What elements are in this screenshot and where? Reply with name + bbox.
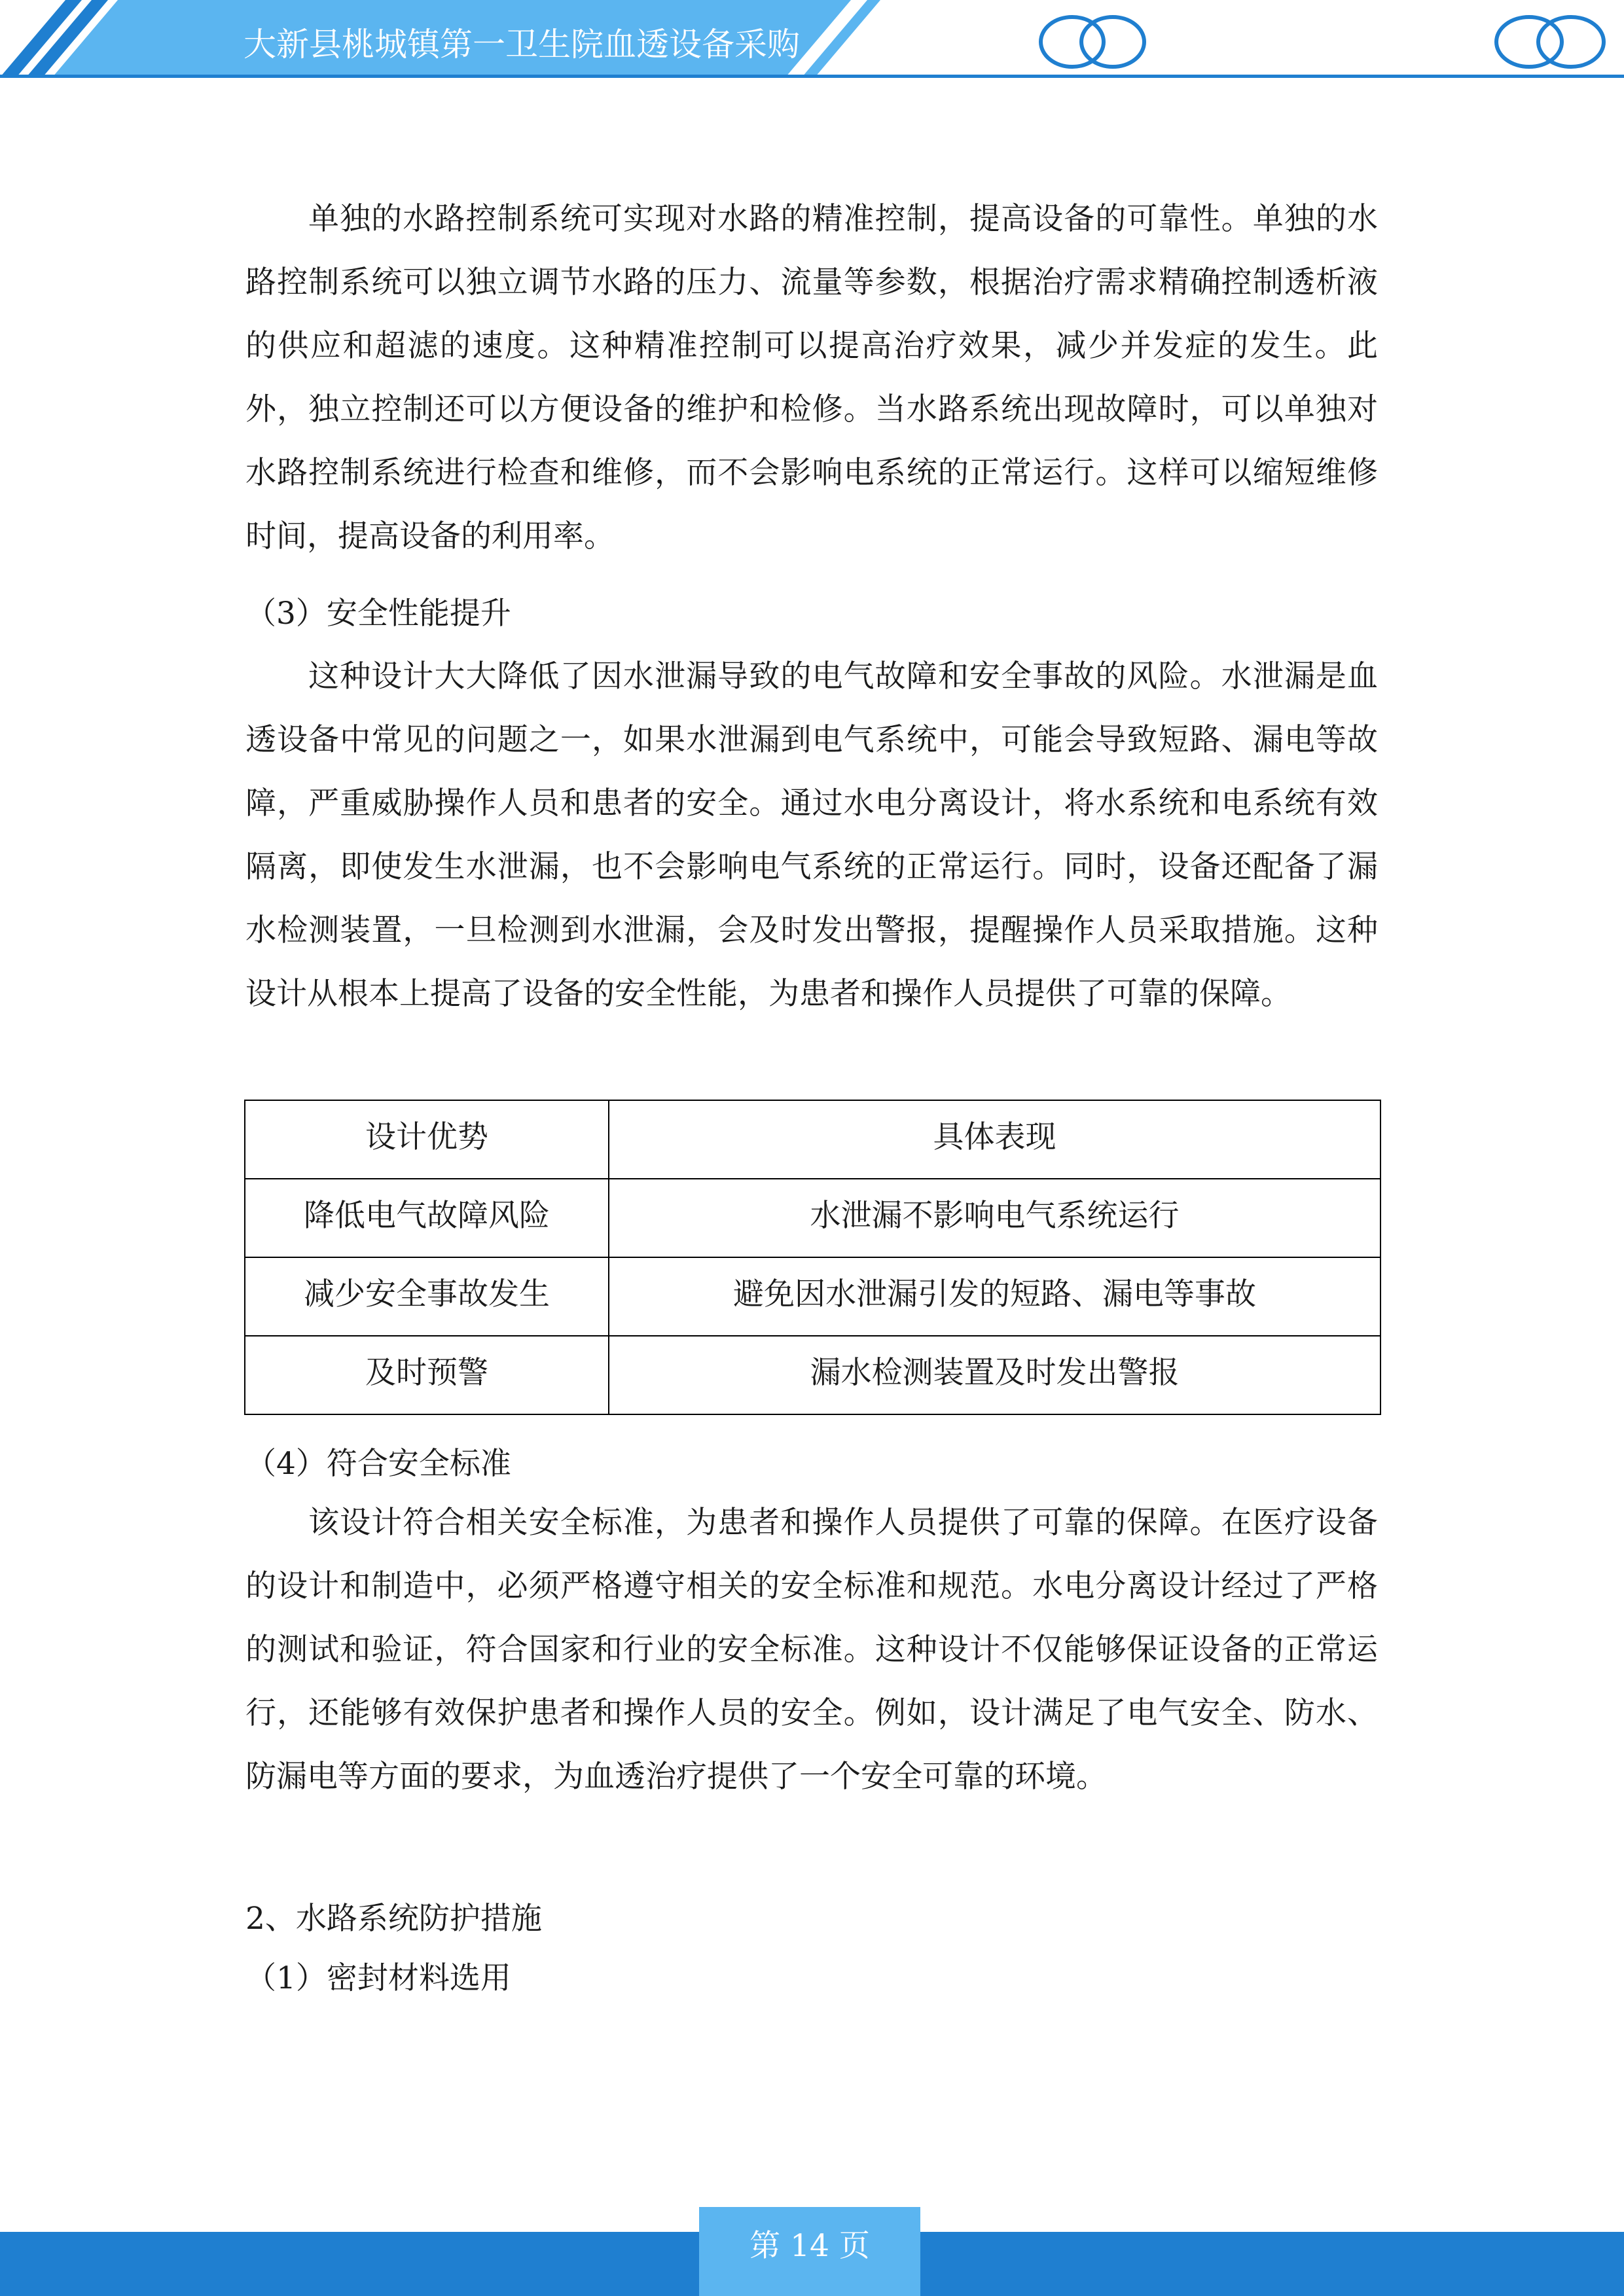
paragraph-water-control: 单独的水路控制系统可实现对水路的精准控制，提高设备的可靠性。单独的水路控制系统可以独立调节水路的压力、流量等参数，根据治疗需求精确控制透析液的供应和超滤的速度。这种精准控制可以提高治疗效果，减少并发症的发生。此外，独立控制还可以方便设备的维护和检修。当水路系统出现故障时，可以单独对水路控制系统进行检查和维修，而不会影响电系统的正常运行。这样可以缩短维修时间，提高设备的利用率。 (245, 201, 1378, 554)
table-header-row (245, 1100, 1380, 1179)
table-cell: 水泄漏不影响电气系统运行 (609, 1179, 1380, 1257)
heading-safety-performance: （3）安全性能提升 (245, 596, 511, 632)
table-cell: 避免因水泄漏引发的短路、漏电等事故 (609, 1257, 1380, 1336)
rings-icon (1496, 17, 1604, 67)
table-row (245, 1257, 1380, 1336)
paragraph-standards: 该设计符合相关安全标准，为患者和操作人员提供了可靠的保障。在医疗设备的设计和制造中，必须严格遵守相关的安全标准和规范。水电分离设计经过了严格的测试和验证，符合国家和行业的安全标准。这种设计不仅能够保证设备的正常运行，还能够有效保护患者和操作人员的安全。例如，设计满足了电气安全、防水、防漏电等方面的要求，为血透治疗提供了一个安全可靠的环境。 (245, 1505, 1378, 1795)
section-heading-water-protection: 2、水路系统防护措施 (245, 1901, 542, 1937)
header-title: 大新县桃城镇第一卫生院血透设备采购 (244, 26, 800, 63)
table-cell: 及时预警 (245, 1336, 609, 1414)
table-row (245, 1336, 1380, 1414)
table-row (245, 1179, 1380, 1257)
page-number: 第 14 页 (749, 2228, 870, 2264)
table-header-cell: 设计优势 (245, 1100, 609, 1179)
heading-safety-standards: （4）符合安全标准 (245, 1446, 511, 1482)
table-cell: 降低电气故障风险 (245, 1179, 609, 1257)
subheading-sealing-material: （1）密封材料选用 (245, 1960, 511, 1996)
page-header (0, 0, 1624, 85)
design-advantages-table (244, 1100, 1381, 1415)
rings-icon (1041, 17, 1144, 67)
table-header-cell: 具体表现 (609, 1100, 1380, 1179)
paragraph-safety: 这种设计大大降低了因水泄漏导致的电气故障和安全事故的风险。水泄漏是血透设备中常见的问题之一，如果水泄漏到电气系统中，可能会导致短路、漏电等故障，严重威胁操作人员和患者的安全。通过水电分离设计，将水系统和电系统有效隔离，即使发生水泄漏，也不会影响电气系统的正常运行。同时，设备还配备了漏水检测装置，一旦检测到水泄漏，会及时发出警报，提醒操作人员采取措施。这种设计从根本上提高了设备的安全性能，为患者和操作人员提供了可靠的保障。 (245, 658, 1378, 1012)
table-cell: 漏水检测装置及时发出警报 (609, 1336, 1380, 1414)
table-cell: 减少安全事故发生 (245, 1257, 609, 1336)
